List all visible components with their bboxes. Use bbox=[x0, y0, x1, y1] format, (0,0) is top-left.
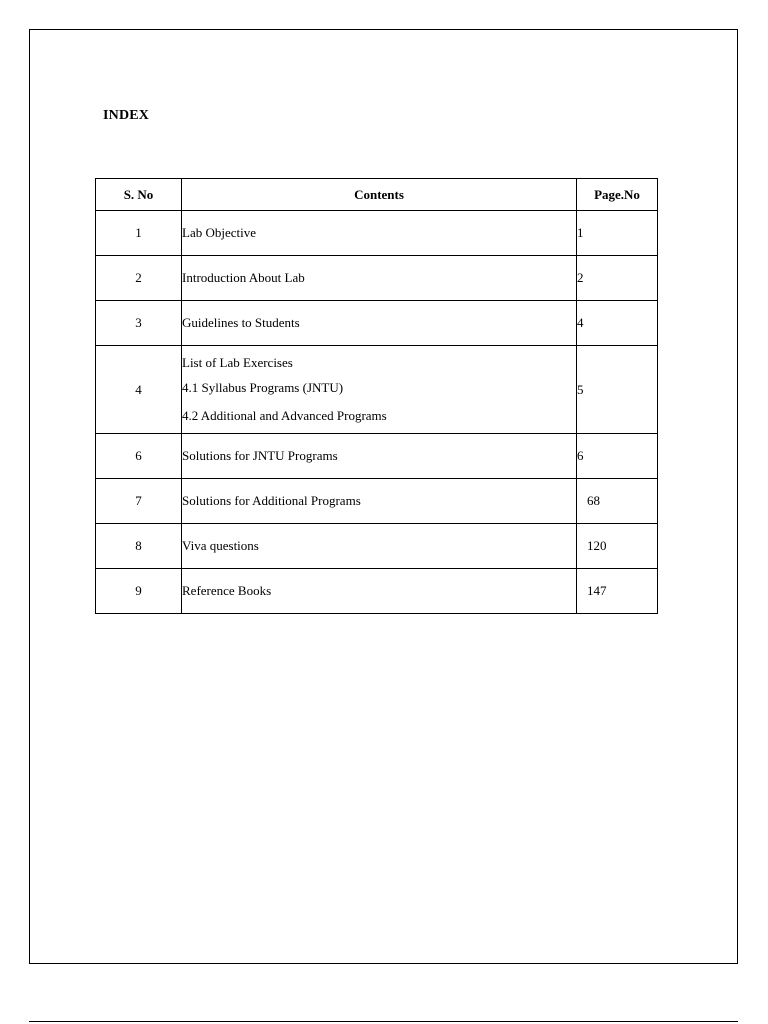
table-row bbox=[96, 569, 658, 614]
bottom-rule bbox=[29, 1021, 738, 1022]
row-contents-line: Introduction About Lab bbox=[182, 270, 305, 285]
row-pageno: 1 bbox=[577, 211, 658, 256]
row-contents bbox=[182, 434, 577, 479]
row-contents-line: List of Lab Exercises bbox=[182, 354, 293, 370]
row-sno: 9 bbox=[96, 569, 182, 614]
row-contents bbox=[182, 211, 577, 256]
row-contents bbox=[182, 256, 577, 301]
row-contents bbox=[182, 479, 577, 524]
row-sno: 2 bbox=[96, 256, 182, 301]
table-row bbox=[96, 434, 658, 479]
table-body bbox=[96, 211, 658, 614]
header-sno: S. No bbox=[96, 179, 182, 211]
row-contents bbox=[182, 346, 577, 434]
row-contents-line: Solutions for Additional Programs bbox=[182, 493, 361, 508]
row-pageno: 120 bbox=[577, 524, 658, 569]
index-table bbox=[95, 178, 658, 614]
row-contents-line: Reference Books bbox=[182, 583, 272, 598]
table-row bbox=[96, 524, 658, 569]
row-sno: 8 bbox=[96, 524, 182, 569]
row-pageno: 68 bbox=[577, 479, 658, 524]
row-pageno: 5 bbox=[577, 346, 658, 434]
table-row bbox=[96, 256, 658, 301]
row-contents-line: 4.1 Syllabus Programs (JNTU) bbox=[182, 379, 344, 395]
row-contents-line: Solutions for JNTU Programs bbox=[182, 448, 338, 463]
table-row bbox=[96, 346, 658, 434]
row-sno: 4 bbox=[96, 346, 182, 434]
table-row bbox=[96, 301, 658, 346]
row-pageno: 2 bbox=[577, 256, 658, 301]
row-contents bbox=[182, 301, 577, 346]
row-contents-line: 4.2 Additional and Advanced Programs bbox=[182, 407, 387, 423]
row-pageno: 6 bbox=[577, 434, 658, 479]
row-contents bbox=[182, 569, 577, 614]
row-sno: 3 bbox=[96, 301, 182, 346]
row-contents-line: Viva questions bbox=[182, 538, 259, 553]
row-contents-line: Lab Objective bbox=[182, 225, 256, 240]
row-sno: 7 bbox=[96, 479, 182, 524]
row-pageno: 4 bbox=[577, 301, 658, 346]
row-sno: 6 bbox=[96, 434, 182, 479]
row-contents bbox=[182, 524, 577, 569]
header-contents: Contents bbox=[182, 179, 577, 211]
table-row bbox=[96, 211, 658, 256]
table-row bbox=[96, 479, 658, 524]
row-contents-line: Guidelines to Students bbox=[182, 315, 300, 330]
table-header-row bbox=[96, 179, 658, 211]
header-pageno: Page.No bbox=[577, 179, 658, 211]
index-heading: INDEX bbox=[103, 108, 150, 123]
row-pageno: 147 bbox=[577, 569, 658, 614]
row-sno: 1 bbox=[96, 211, 182, 256]
